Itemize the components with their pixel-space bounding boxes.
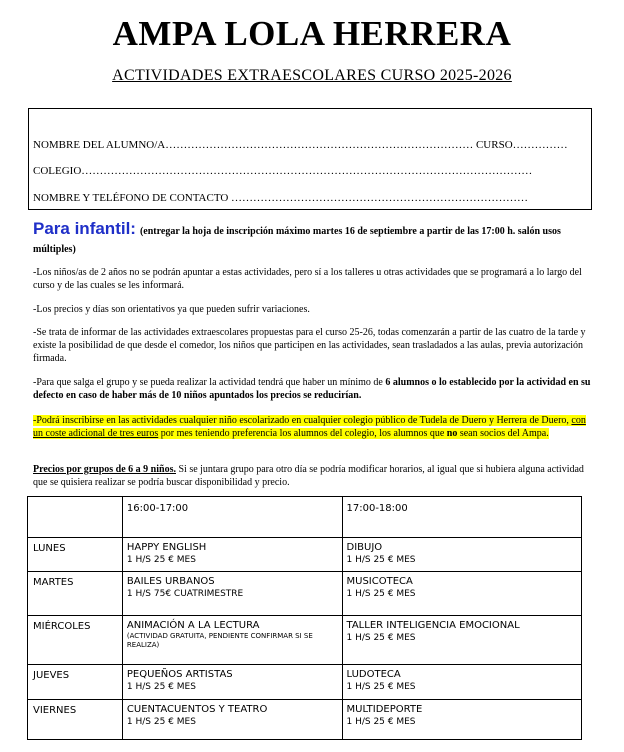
activity-price: 1 H/S 25 € MES xyxy=(346,555,416,565)
external-text-b: por mes teniendo preferencia los alumnos del colegio, los alumnos que xyxy=(158,428,447,439)
contact-field[interactable]: NOMBRE Y TELÉFONO DE CONTACTO ……………………………………………………………………… xyxy=(33,192,529,204)
minimum-bold: 6 alumnos o lo establecido por la actividad en su defecto en caso de haber más de 10 niños apuntados los precios se reducirían. xyxy=(33,377,591,401)
page-title: AMPA LOLA HERRERA xyxy=(112,14,512,53)
table-row xyxy=(28,616,582,665)
external-highlight xyxy=(33,415,586,439)
activity-note: (ACTIVIDAD GRATUITA, PENDIENTE CONFIRMAR SI SE REALIZA) xyxy=(126,632,313,649)
activity-name: MUSICOTECA xyxy=(346,576,413,587)
day-cell: LUNES xyxy=(28,538,123,572)
header-empty-cell xyxy=(28,497,123,538)
activity-price: 1 H/S 25 € MES xyxy=(126,717,196,727)
day-cell: MIÉRCOLES xyxy=(28,616,123,665)
external-no: no xyxy=(446,428,458,439)
activity-name: TALLER INTELIGENCIA EMOCIONAL xyxy=(346,620,520,631)
activity-name: MULTIDEPORTE xyxy=(346,704,423,715)
external-text-c: sean socios del Ampa. xyxy=(457,428,549,439)
table-row xyxy=(28,665,582,700)
paragraph-prices: -Los precios y días son orientativos ya que pueden sufrir variaciones. xyxy=(33,304,310,315)
table-row xyxy=(28,572,582,616)
activity-cell xyxy=(122,665,342,700)
day-cell: VIERNES xyxy=(28,700,123,740)
minimum-text: -Para que salga el grupo y se pueda realizar la actividad tendrá que haber un mínimo de xyxy=(33,377,386,388)
activity-price: 1 H/S 25 € MES xyxy=(346,633,416,643)
activity-name: DIBUJO xyxy=(346,542,383,553)
activity-name: CUENTACUENTOS Y TEATRO xyxy=(126,704,268,715)
activity-price: 1 H/S 75€ CUATRIMESTRE xyxy=(126,589,244,599)
activity-name: HAPPY ENGLISH xyxy=(126,542,207,553)
header-slot-2: 17:00-18:00 xyxy=(342,497,582,538)
activity-cell xyxy=(342,538,582,572)
paragraph-info: -Se trata de informar de las actividades extraescolares propuestas para el curso 25-26, todas comenzarán a partir de las cuatro de la tarde y existe la posibilidad de que desde el comedor, los niños que participen en las actividades, sean trasladados a las aulas, previa autorización firmada. xyxy=(33,327,586,364)
table-row xyxy=(28,538,582,572)
activity-price: 1 H/S 25 € MES xyxy=(346,717,416,727)
activity-price: 1 H/S 25 € MES xyxy=(346,682,416,692)
registration-note: (entregar la hoja de inscripción máximo martes 16 de septiembre a partir de las 17:00 h. salón usos múltiples) xyxy=(33,226,561,255)
page-subtitle: ACTIVIDADES EXTRAESCOLARES CURSO 2025-2026 xyxy=(112,67,512,84)
paragraph-external xyxy=(33,414,591,440)
activity-cell xyxy=(342,665,582,700)
activity-name: ANIMACIÓN A LA LECTURA xyxy=(126,620,260,631)
table-header-row xyxy=(28,497,582,538)
activity-cell xyxy=(122,616,342,665)
activity-cell xyxy=(342,700,582,740)
external-cost: con un coste adicional de tres euros xyxy=(33,415,586,439)
activity-price: 1 H/S 25 € MES xyxy=(126,682,196,692)
paragraph-groups xyxy=(33,463,591,489)
schedule-table xyxy=(27,496,582,740)
activity-price: 1 H/S 25 € MES xyxy=(126,555,196,565)
activity-name: BAILES URBANOS xyxy=(126,576,215,587)
groups-text: Si se juntara grupo para otro día se podría modificar horarios, al igual que si hubiera alguna actividad que se quisiera realizar se podría buscar disponibilidad y precio. xyxy=(33,464,584,488)
groups-bold: Precios por grupos de 6 a 9 niños. xyxy=(33,464,176,475)
intro-heading xyxy=(33,219,593,257)
external-text-a: -Podrá inscribirse en las actividades cualquier niño escolarizado en cualquier colegio público de Tudela de Duero y Herrera de Duero, xyxy=(33,415,572,426)
day-cell: MARTES xyxy=(28,572,123,616)
infantil-heading: Para infantil: xyxy=(33,219,136,238)
paragraph-minimum xyxy=(33,376,591,402)
student-name-field[interactable]: NOMBRE DEL ALUMNO/A………………………………………………………………………… CURSO…………… xyxy=(33,139,568,151)
activity-cell xyxy=(342,572,582,616)
header-slot-1: 16:00-17:00 xyxy=(122,497,342,538)
activity-cell xyxy=(122,538,342,572)
activity-name: PEQUEÑOS ARTISTAS xyxy=(126,669,233,680)
activity-cell xyxy=(122,572,342,616)
student-form-box xyxy=(28,108,592,210)
paragraph-age: -Los niños/as de 2 años no se podrán apuntar a estas actividades, pero sí a los talleres u otras actividades que se programará a lo largo del curso y de las cuales se les informará. xyxy=(33,267,582,291)
activity-price: 1 H/S 25 € MES xyxy=(346,589,416,599)
activity-cell xyxy=(122,700,342,740)
day-cell: JUEVES xyxy=(28,665,123,700)
table-row xyxy=(28,700,582,740)
school-field[interactable]: COLEGIO…………………………………………………………………………………………………………… xyxy=(33,165,533,177)
activity-cell xyxy=(342,616,582,665)
activity-name: LUDOTECA xyxy=(346,669,401,680)
